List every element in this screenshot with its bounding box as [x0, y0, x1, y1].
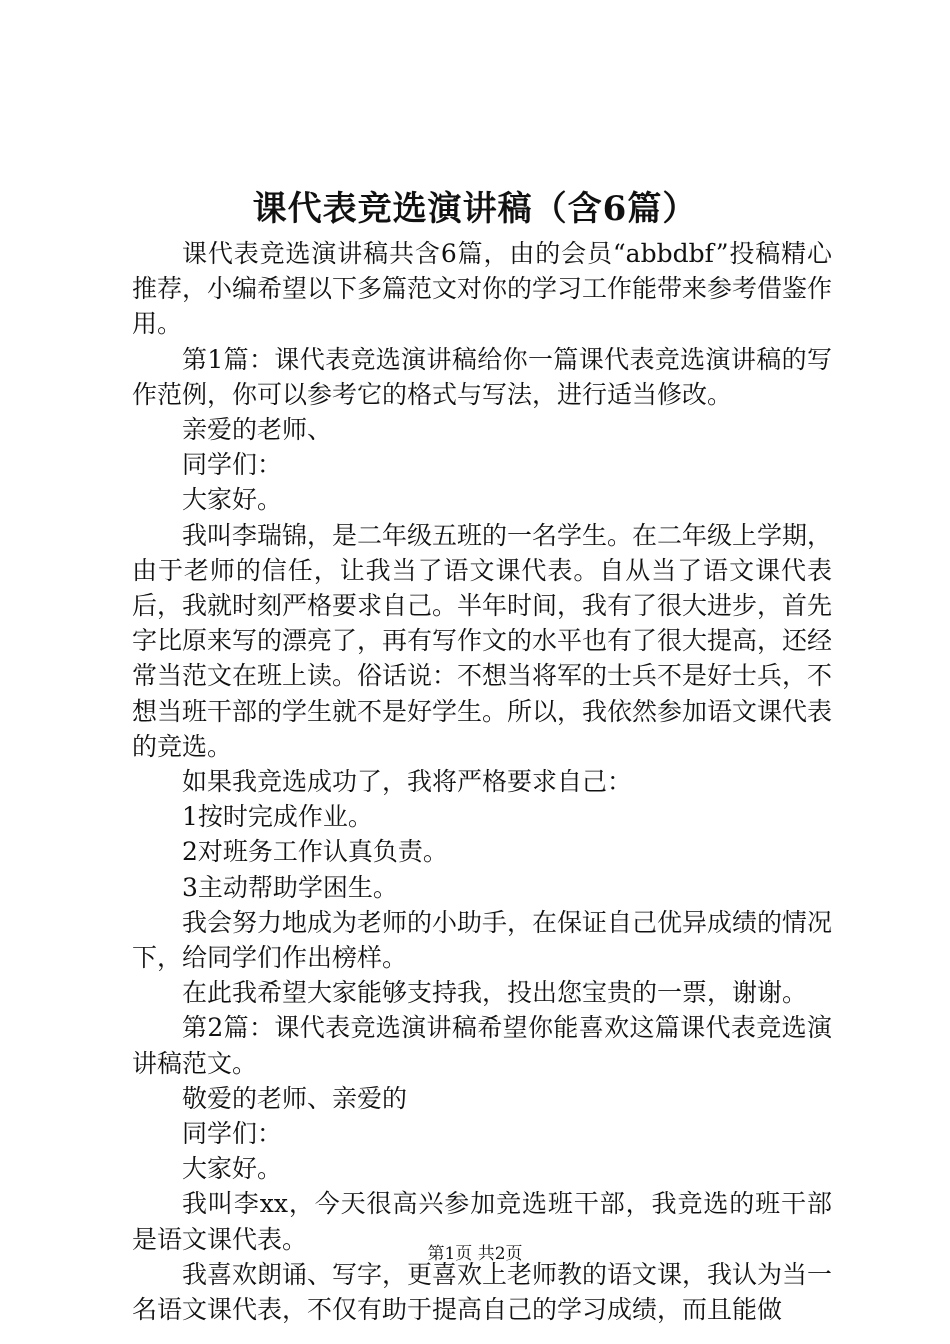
page-footer: 第1页 共2页 — [427, 1244, 523, 1264]
paragraph: 我叫李瑞锦，是二年级五班的一名学生。在二年级上学期，由于老师的信任，让我当了语文课代表。自从当了语文课代表后，我就时刻严格要求自己。半年时间，我有了很大进步，首先字比原来写的漂亮了，再有写作文的水平也有了很大提高，还经常当范文在班上读。俗话说：不想当将军的士兵不是好士兵，不想当班干部的学生就不是好学生。所以，我依然参加语文课代表的竞选。 — [132, 520, 833, 761]
paragraph: 1按时完成作业。 — [182, 802, 373, 832]
paragraph: 同学们： — [182, 450, 283, 480]
paragraph: 同学们： — [182, 1119, 283, 1149]
document-body — [132, 236, 832, 1327]
paragraph: 大家好。 — [182, 1154, 283, 1184]
paragraph: 在此我希望大家能够支持我，投出您宝贵的一票，谢谢。 — [182, 978, 808, 1008]
paragraph: 我会努力地成为老师的小助手，在保证自己优异成绩的情况下，给同学们作出榜样。 — [132, 907, 833, 973]
paragraph: 2对班务工作认真负责。 — [182, 837, 448, 867]
paragraph: 我叫李xx，今天很高兴参加竞选班干部，我竞选的班干部是语文课代表。 — [132, 1189, 832, 1254]
document-title: 课代表竞选演讲稿（含6篇） — [252, 189, 698, 229]
paragraph: 第1篇：课代表竞选演讲稿给你一篇课代表竞选演讲稿的写作范例，你可以参考它的格式与写法，进行适当修改。 — [132, 344, 832, 409]
paragraph: 第2篇：课代表竞选演讲稿希望你能喜欢这篇课代表竞选演讲稿范文。 — [132, 1013, 832, 1078]
paragraph: 亲爱的老师、 — [182, 415, 333, 445]
paragraph: 课代表竞选演讲稿共含6篇，由的会员“abbdbf”投稿精心推荐，小编希望以下多篇范文对你的学习工作能带来参考借鉴作用。 — [132, 239, 833, 339]
paragraph: 大家好。 — [182, 485, 283, 515]
paragraph: 敬爱的老师、亲爱的 — [182, 1083, 408, 1113]
paragraph: 我喜欢朗诵、写字，更喜欢上老师教的语文课，我认为当一名语文课代表，不仅有助于提高自己的学习成绩，而且能做 — [132, 1259, 833, 1325]
paragraph: 如果我竞选成功了，我将严格要求自己： — [182, 767, 633, 797]
paragraph: 3主动帮助学困生。 — [182, 872, 398, 902]
